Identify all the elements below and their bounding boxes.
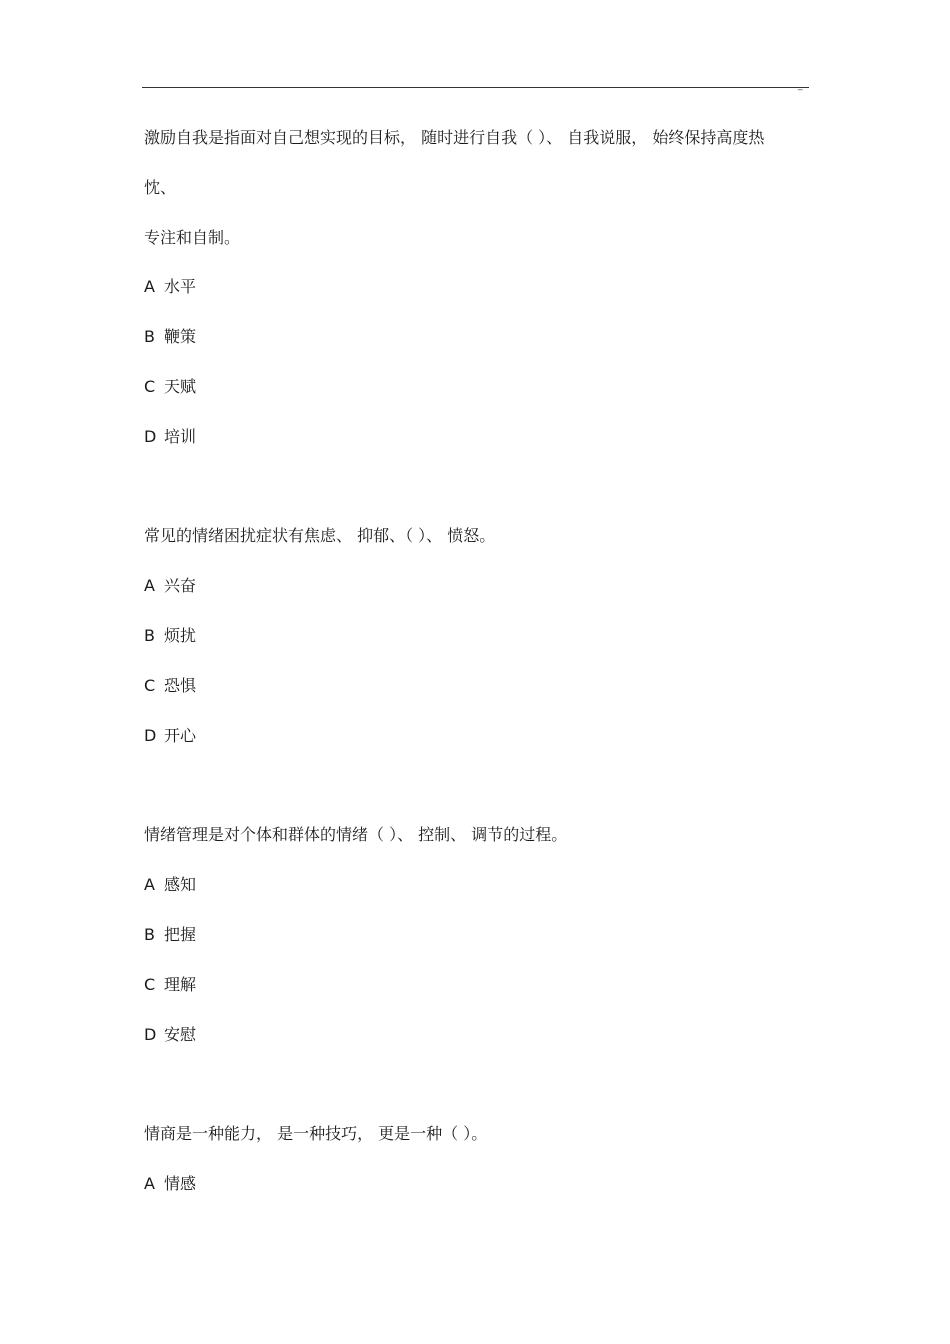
option-text: 理解 xyxy=(164,975,197,994)
question-1-option-a xyxy=(144,277,196,297)
option-text: 感知 xyxy=(164,875,197,894)
option-text: 安慰 xyxy=(164,1025,197,1044)
question-2-stem: 常见的情绪困扰症状有焦虑、 抑郁、（ ）、 愤怒。 xyxy=(144,526,496,545)
question-3-stem: 情绪管理是对个体和群体的情绪（ ）、 控制、 调节的过程。 xyxy=(144,825,568,844)
question-3-option-a xyxy=(144,875,196,895)
header-rule xyxy=(142,87,809,88)
question-4-stem: 情商是一种能力， 是一种技巧， 更是一种（ ）。 xyxy=(144,1124,488,1143)
option-letter: B xyxy=(144,327,155,346)
option-letter: D xyxy=(144,1025,157,1044)
header-mark: _ xyxy=(798,81,803,91)
option-text: 把握 xyxy=(164,925,197,944)
option-text: 情感 xyxy=(164,1174,197,1193)
question-1-stem-line-3: 专注和自制。 xyxy=(144,228,241,247)
question-1-option-d xyxy=(144,427,196,447)
question-1-option-b xyxy=(144,327,196,347)
question-1-option-c xyxy=(144,377,196,397)
option-letter: D xyxy=(144,726,157,745)
option-letter: C xyxy=(144,676,156,695)
option-letter: B xyxy=(144,626,155,645)
option-letter: C xyxy=(144,975,156,994)
option-letter: D xyxy=(144,427,157,446)
question-3-option-b xyxy=(144,925,196,945)
question-2-option-b xyxy=(144,626,196,646)
option-letter: C xyxy=(144,377,156,396)
option-text: 培训 xyxy=(164,427,197,446)
option-letter: A xyxy=(144,875,155,894)
option-text: 水平 xyxy=(164,277,197,296)
option-letter: A xyxy=(144,277,155,296)
question-1-stem-line-1: 激励自我是指面对自己想实现的目标， 随时进行自我（ ）、 自我说服， 始终保持高度热 xyxy=(144,128,765,147)
question-2-option-c xyxy=(144,676,196,696)
question-3-option-d xyxy=(144,1025,196,1045)
option-text: 烦扰 xyxy=(164,626,197,645)
question-4-option-a xyxy=(144,1174,196,1194)
option-text: 鞭策 xyxy=(164,327,197,346)
question-2-option-a xyxy=(144,576,196,596)
option-letter: A xyxy=(144,576,155,595)
option-letter: B xyxy=(144,925,155,944)
option-text: 兴奋 xyxy=(164,576,197,595)
option-text: 天赋 xyxy=(164,377,197,396)
question-3-option-c xyxy=(144,975,196,995)
option-text: 恐惧 xyxy=(164,676,197,695)
option-letter: A xyxy=(144,1174,155,1193)
option-text: 开心 xyxy=(164,726,197,745)
question-1-stem-line-2: 忱、 xyxy=(144,178,177,197)
question-2-option-d xyxy=(144,726,196,746)
